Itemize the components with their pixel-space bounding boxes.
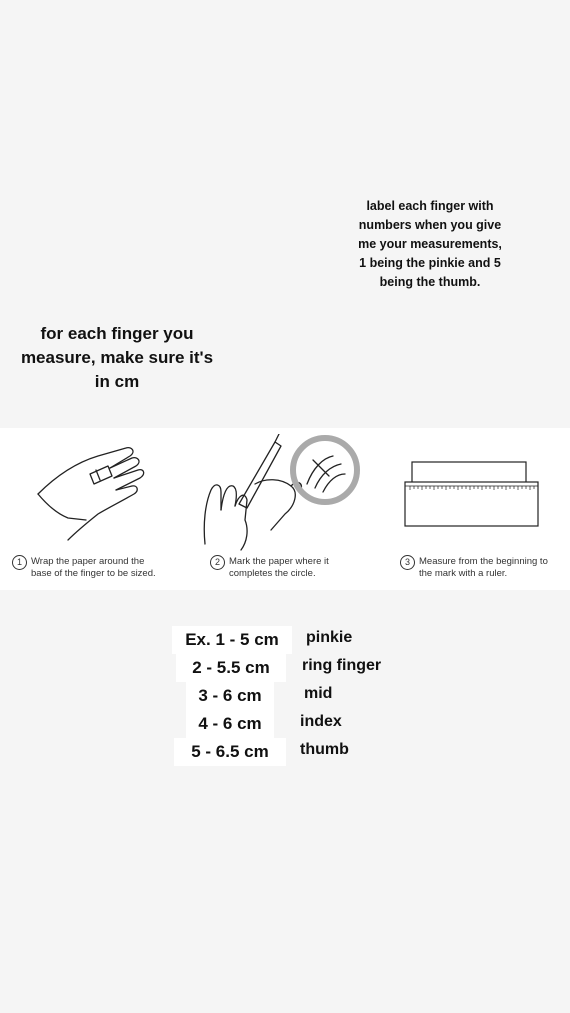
example-value: 3 - 6 cm xyxy=(186,682,274,710)
note-line: me your measurements, xyxy=(358,237,502,251)
step-1-caption xyxy=(12,556,192,580)
ruler-paper-icon xyxy=(400,434,545,552)
example-value: 4 - 6 cm xyxy=(186,710,274,738)
note-line: 1 being the pinkie and 5 xyxy=(359,256,501,270)
note-line: measure, make sure it's xyxy=(20,348,214,367)
example-finger: ring finger xyxy=(302,657,382,674)
finger-label-instruction xyxy=(338,197,522,292)
example-value: Ex. 1 - 5 cm xyxy=(172,626,292,654)
note-line: being the thumb. xyxy=(379,275,481,289)
caption-line: Measure from the beginning to xyxy=(419,556,548,567)
note-line: for each finger you xyxy=(40,324,194,343)
example-finger: pinkie xyxy=(306,629,353,646)
example-value: 5 - 6.5 cm xyxy=(174,738,286,766)
caption-line: Mark the paper where it xyxy=(229,556,329,567)
hand-wrap-paper-icon xyxy=(28,434,168,552)
example-row xyxy=(172,654,402,682)
caption-line: base of the finger to be sized. xyxy=(31,568,156,579)
step-number: 2 xyxy=(210,555,225,570)
note-line: numbers when you give xyxy=(358,218,502,232)
hand-mark-pen-icon xyxy=(195,434,370,552)
example-finger: index xyxy=(300,713,342,730)
note-line: in cm xyxy=(94,372,140,391)
step-number: 3 xyxy=(400,555,415,570)
example-value: 2 - 5.5 cm xyxy=(176,654,286,682)
measuring-steps-panel xyxy=(0,428,570,590)
unit-instruction xyxy=(8,322,226,394)
example-measurements xyxy=(172,626,402,766)
caption-line: the mark with a ruler. xyxy=(419,568,508,579)
step-3-caption xyxy=(400,556,565,580)
caption-line: completes the circle. xyxy=(229,568,316,579)
example-finger: thumb xyxy=(300,741,349,758)
note-line: label each finger with xyxy=(366,199,494,213)
example-row xyxy=(172,738,402,766)
step-2-caption xyxy=(210,556,370,580)
caption-line: Wrap the paper around the xyxy=(31,556,145,567)
example-finger: mid xyxy=(304,685,333,702)
example-row xyxy=(172,682,402,710)
example-row xyxy=(172,626,402,654)
step-number: 1 xyxy=(12,555,27,570)
example-row xyxy=(172,710,402,738)
